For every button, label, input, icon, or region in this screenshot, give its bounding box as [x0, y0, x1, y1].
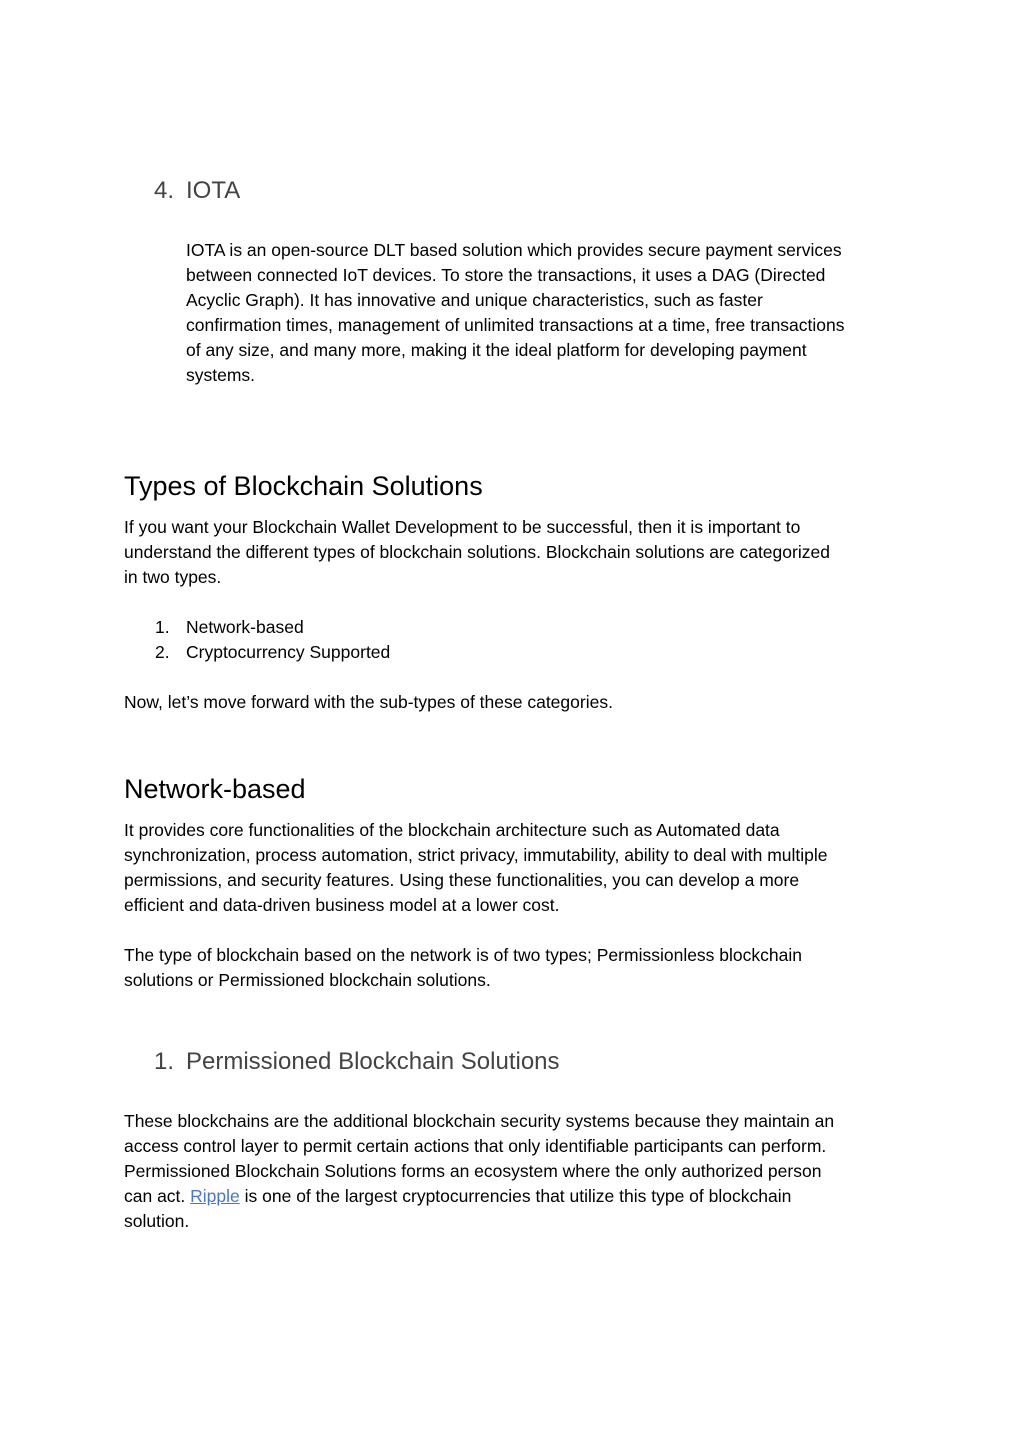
permissioned-heading: Permissioned Blockchain Solutions: [186, 1048, 560, 1075]
permissioned-line: These blockchains are the additional blockchain security systems because they maintain an: [124, 1111, 835, 1131]
network-line: solutions or Permissioned blockchain solutions.: [124, 970, 491, 990]
list-number: 1.: [155, 617, 170, 637]
iota-line: confirmation times, management of unlimited transactions at a time, free transactions: [186, 315, 845, 335]
types-intro-line: in two types.: [124, 567, 222, 587]
permissioned-line: Permissioned Blockchain Solutions forms an ecosystem where the only authorized person: [124, 1161, 822, 1181]
network-line: The type of blockchain based on the network is of two types; Permissionless blockchain: [124, 945, 802, 965]
network-heading: Network-based: [124, 774, 306, 804]
types-outro: [124, 690, 914, 715]
list-label: Cryptocurrency Supported: [186, 642, 391, 662]
types-intro-line: If you want your Blockchain Wallet Development to be successful, then it is important to: [124, 517, 801, 537]
permissioned-line-after-link: is one of the largest cryptocurrencies that utilize this type of blockchain: [239, 1186, 792, 1206]
permissioned-line-before-link: can act.: [124, 1186, 191, 1206]
permissioned-line: [124, 1184, 914, 1209]
network-paragraph-2: [124, 943, 914, 993]
types-intro-paragraph: [124, 515, 914, 590]
types-heading: Types of Blockchain Solutions: [124, 471, 483, 501]
types-outro-line: Now, let’s move forward with the sub-types of these categories.: [124, 692, 613, 712]
iota-line: IOTA is an open-source DLT based solution which provides secure payment services: [186, 240, 842, 260]
list-number: 2.: [155, 642, 170, 662]
iota-line: systems.: [186, 365, 256, 385]
network-line: efficient and data-driven business model at a lower cost.: [124, 895, 560, 915]
network-paragraph-1: [124, 818, 914, 918]
iota-heading: IOTA: [186, 177, 241, 204]
iota-paragraph: [186, 238, 906, 388]
iota-line: between connected IoT devices. To store the transactions, it uses a DAG (Directed: [186, 265, 826, 285]
permissioned-line: solution.: [124, 1211, 190, 1231]
network-line: It provides core functionalities of the blockchain architecture such as Automated data: [124, 820, 780, 840]
ripple-link[interactable]: Ripple: [190, 1186, 240, 1206]
iota-line: Acyclic Graph). It has innovative and unique characteristics, such as faster: [186, 290, 763, 310]
iota-number: 4.: [154, 177, 175, 204]
permissioned-number: 1.: [154, 1048, 175, 1075]
list-label: Network-based: [186, 617, 304, 637]
network-line: permissions, and security features. Using these functionalities, you can develop a more: [124, 870, 800, 890]
types-intro-line: understand the different types of blockchain solutions. Blockchain solutions are categorized: [124, 542, 830, 562]
permissioned-line: access control layer to permit certain actions that only identifiable participants can perform.: [124, 1136, 827, 1156]
iota-line: of any size, and many more, making it the ideal platform for developing payment: [186, 340, 807, 360]
network-line: synchronization, process automation, strict privacy, immutability, ability to deal with multiple: [124, 845, 828, 865]
permissioned-paragraph: [124, 1109, 914, 1234]
